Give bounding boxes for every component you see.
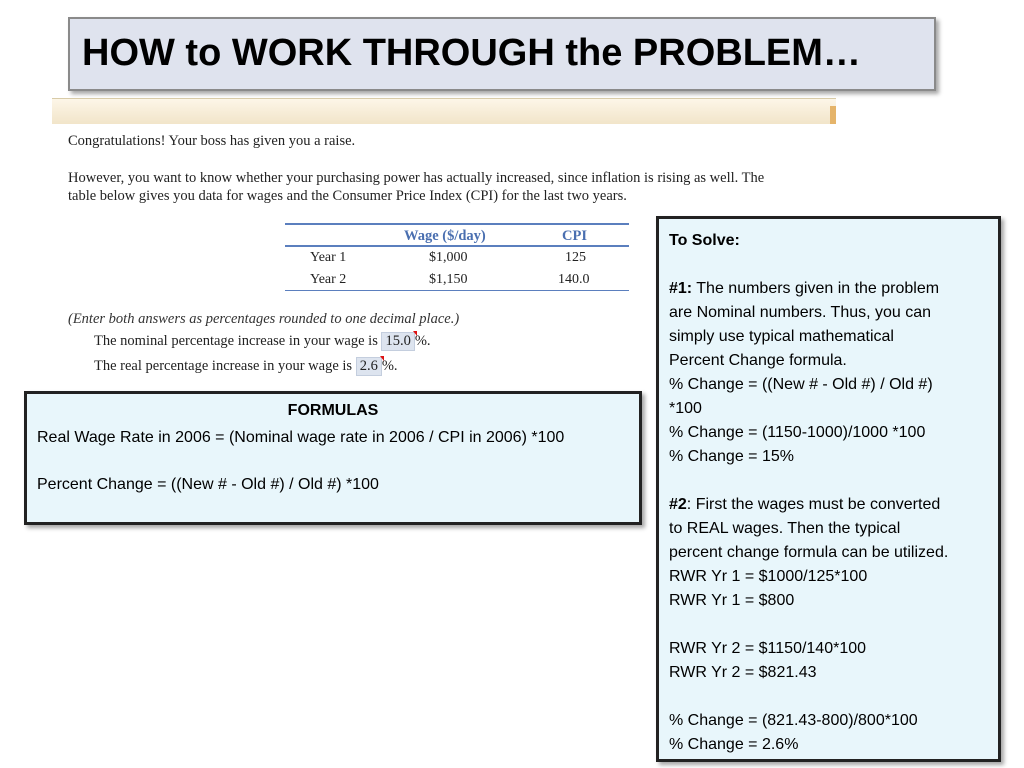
step1-line bbox=[669, 277, 939, 301]
step1-line: are Nominal numbers. Thus, you can bbox=[669, 304, 932, 321]
row-cpi: 125 bbox=[565, 250, 586, 265]
header-wage: Wage ($/day) bbox=[404, 228, 486, 244]
instruction-text: (Enter both answers as percentages rounded to one decimal place.) bbox=[68, 311, 460, 327]
step1-formula: *100 bbox=[669, 400, 702, 417]
step1-line: Percent Change formula. bbox=[669, 352, 847, 369]
row-label: Year 2 bbox=[310, 272, 347, 287]
step1-calc: % Change = (1150-1000)/1000 *100 bbox=[669, 424, 926, 441]
step2-calc: RWR Yr 2 = $821.43 bbox=[669, 664, 817, 681]
step2-line: percent change formula can be utilized. bbox=[669, 544, 949, 561]
step1-label: #1: bbox=[669, 280, 693, 297]
step2-calc: RWR Yr 2 = $1150/140*100 bbox=[669, 640, 867, 657]
real-answer-value: 2.6 bbox=[359, 358, 378, 374]
step2-text: : First the wages must be converted bbox=[686, 496, 941, 513]
intro-line-1: However, you want to know whether your purchasing power has actually increased, since inflation is rising as well. The bbox=[68, 170, 765, 186]
slide-title: HOW to WORK THROUGH the PROBLEM… bbox=[82, 32, 861, 74]
real-answer-row bbox=[94, 357, 398, 376]
title-box bbox=[68, 17, 936, 91]
real-answer-field[interactable] bbox=[356, 357, 382, 376]
formulas-box bbox=[24, 391, 642, 525]
step1-text: The numbers given in the problem bbox=[692, 280, 940, 297]
row-wage: $1,150 bbox=[429, 272, 468, 287]
real-label: The real percentage increase in your wage is bbox=[94, 358, 353, 374]
step2-line: to REAL wages. Then the typical bbox=[669, 520, 901, 537]
nominal-answer-value: 15.0 bbox=[385, 333, 411, 349]
row-label: Year 1 bbox=[310, 250, 347, 265]
answer-flag-icon bbox=[413, 331, 417, 336]
formula-real-wage: Real Wage Rate in 2006 = (Nominal wage rate in 2006 / CPI in 2006) *100 bbox=[37, 429, 565, 446]
step1-line: simply use typical mathematical bbox=[669, 328, 894, 345]
step2-calc: RWR Yr 1 = $1000/125*100 bbox=[669, 568, 868, 585]
table-header-rule bbox=[285, 245, 629, 247]
intro-line-2: table below gives you data for wages and the Consumer Price Index (CPI) for the last two years. bbox=[68, 188, 627, 204]
congrats-text: Congratulations! Your boss has given you a raise. bbox=[68, 133, 356, 149]
step2-label: #2 bbox=[669, 496, 687, 513]
nominal-label: The nominal percentage increase in your wage is bbox=[94, 333, 378, 349]
header-cpi: CPI bbox=[562, 228, 587, 244]
step2-line bbox=[669, 493, 940, 517]
solution-box bbox=[656, 216, 1001, 762]
step1-formula: % Change = ((New # - Old #) / Old #) bbox=[669, 376, 933, 393]
formula-percent-change: Percent Change = ((New # - Old #) / Old #) *100 bbox=[37, 476, 379, 493]
table-top-rule bbox=[285, 223, 629, 225]
step2-result: % Change = 2.6% bbox=[669, 736, 799, 753]
screenshot-header-bar bbox=[52, 98, 836, 125]
step2-calc: RWR Yr 1 = $800 bbox=[669, 592, 795, 609]
nominal-answer-row bbox=[94, 332, 431, 351]
percent-sign: %. bbox=[414, 333, 431, 349]
formulas-title: FORMULAS bbox=[287, 402, 379, 419]
step1-result: % Change = 15% bbox=[669, 448, 794, 465]
screenshot-header-accent bbox=[830, 106, 836, 124]
row-cpi: 140.0 bbox=[558, 272, 590, 287]
solve-heading: To Solve: bbox=[669, 232, 740, 249]
answer-flag-icon bbox=[380, 356, 384, 361]
row-wage: $1,000 bbox=[429, 250, 468, 265]
nominal-answer-field[interactable] bbox=[381, 332, 414, 351]
percent-sign: %. bbox=[381, 358, 398, 374]
step2-calc: % Change = (821.43-800)/800*100 bbox=[669, 712, 918, 729]
table-bottom-rule bbox=[285, 290, 629, 291]
